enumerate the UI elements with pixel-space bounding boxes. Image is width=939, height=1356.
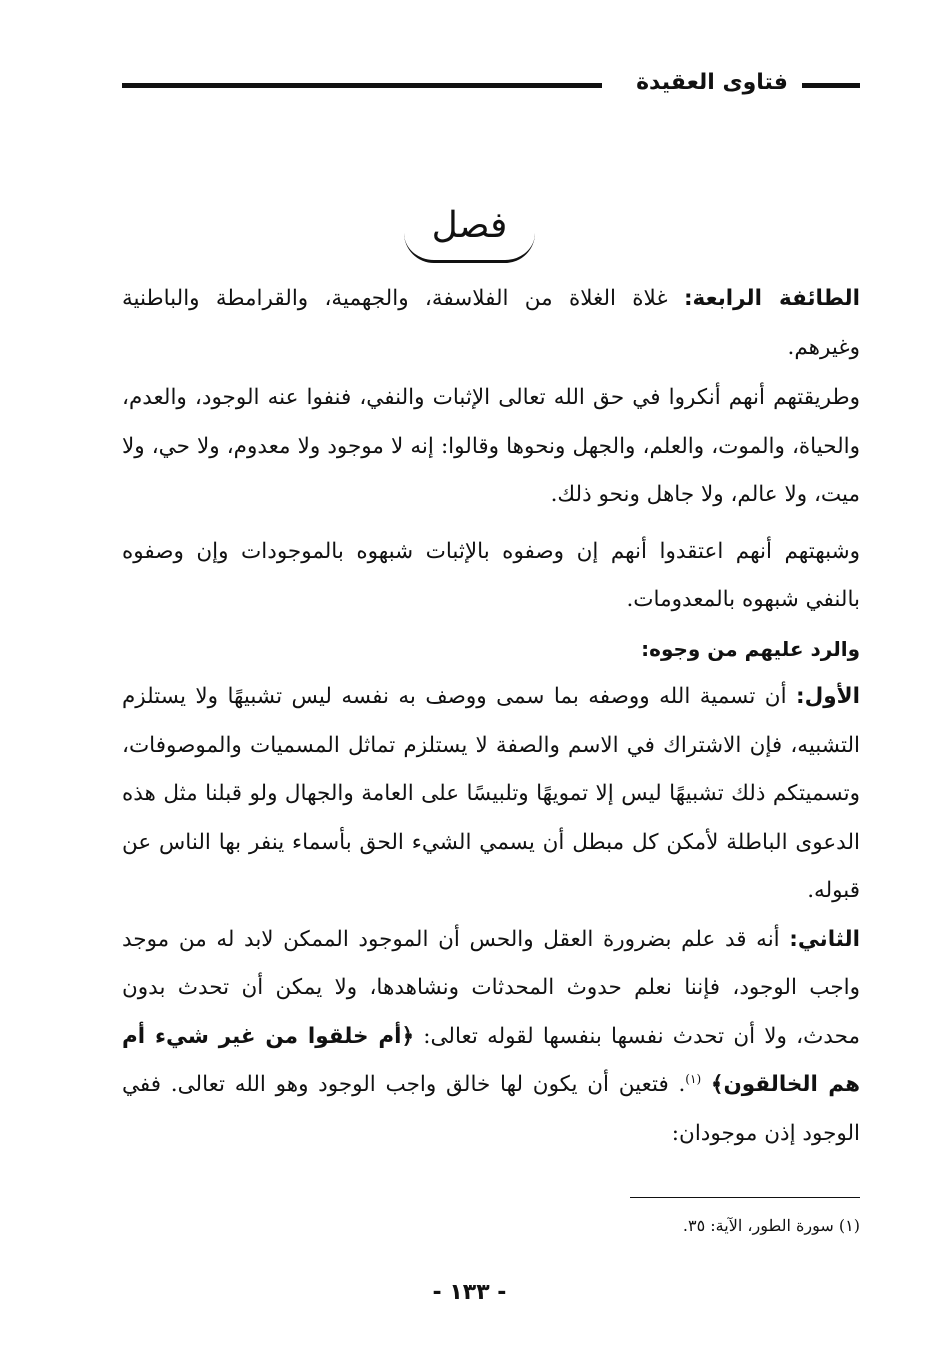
body-text (122, 275, 860, 1158)
paragraph-doubt: وشبهتهم أنهم اعتقدوا أنهم إن وصفوه بالإثبات شبهوه بالموجودات وإن وصفوه بالنفي شبهوه بالمعدومات. (122, 538, 860, 612)
paragraph-lead: الطائفة الرابعة: (683, 286, 860, 311)
paragraph-text: غلاة الغلاة من الفلاسفة، والجهمية، والقرامطة والباطنية وغيرهم. (122, 286, 860, 360)
header-rule-long (122, 83, 602, 88)
footnote-reference[interactable]: (١) (685, 1071, 702, 1086)
paragraph-second-point (122, 916, 860, 1159)
running-header (122, 64, 860, 104)
paragraph-lead: الأول: (796, 684, 860, 709)
page-number: - ١٣٣ - (432, 1280, 507, 1305)
footnote-separator (630, 1197, 860, 1198)
paragraph-lead: الثاني: (789, 926, 860, 952)
paragraph-text: أنه قد علم بضرورة العقل والحس أن الموجود الممكن لابد له من موجد واجب الوجود، فإننا نعلم حدوث المحدثات ونشاهدها، ولا يمكن أن تحدث بدون محدث، ولا أن تحدث نفسها بنفسها لقوله تعالى: (122, 926, 860, 1049)
paragraph-first-point (122, 673, 860, 916)
quran-verse: ﴿أم خلقوا من غير شيء أم هم الخالقون﴾ (122, 1023, 860, 1097)
paragraph-text: أن تسمية الله ووصفه بما سمى ووصف به نفسه ليس تشبيهًا ولا يستلزم التشبيه، فإن الاشتراك في الاسم والصفة لا يستلزم تماثل المسميات والموصوفات، وتسميتكم ذلك تشبيهًا ليس إلا تمويهًا وتلبيسًا على العامة والجهال ولو قبلنا مثل هذه الدعوى الباطلة لأمكن كل مبطل أن يسمي الشيء الحق بأسماء ينفر بها الناس عن قبوله. (122, 684, 860, 903)
header-rule-short (802, 83, 860, 88)
paragraph-text: . فتعين أن يكون لها خالق واجب الوجود وهو الله تعالى. ففي الوجود إذن موجودان: (122, 1072, 860, 1146)
footnote: (١) سورة الطور، الآية: ٣٥. (682, 1216, 860, 1235)
paragraph-fourth-group (122, 275, 860, 372)
section-heading (0, 196, 939, 263)
section-heading-text: فصل (404, 196, 536, 263)
running-header-title: فتاوى العقيدة (636, 70, 788, 95)
subheading-rebuttal: والرد عليهم من وجوه: (641, 636, 860, 661)
paragraph-method: وطريقتهم أنهم أنكروا في حق الله تعالى الإثبات والنفي، فنفوا عنه الوجود، والعدم، والحياة، والموت، والعلم، والجهل ونحوها وقالوا: إنه لا موجود ولا معدوم، ولا حي، ولا ميت، ولا عالم، ولا جاهل ونحو ذلك. (122, 385, 860, 507)
